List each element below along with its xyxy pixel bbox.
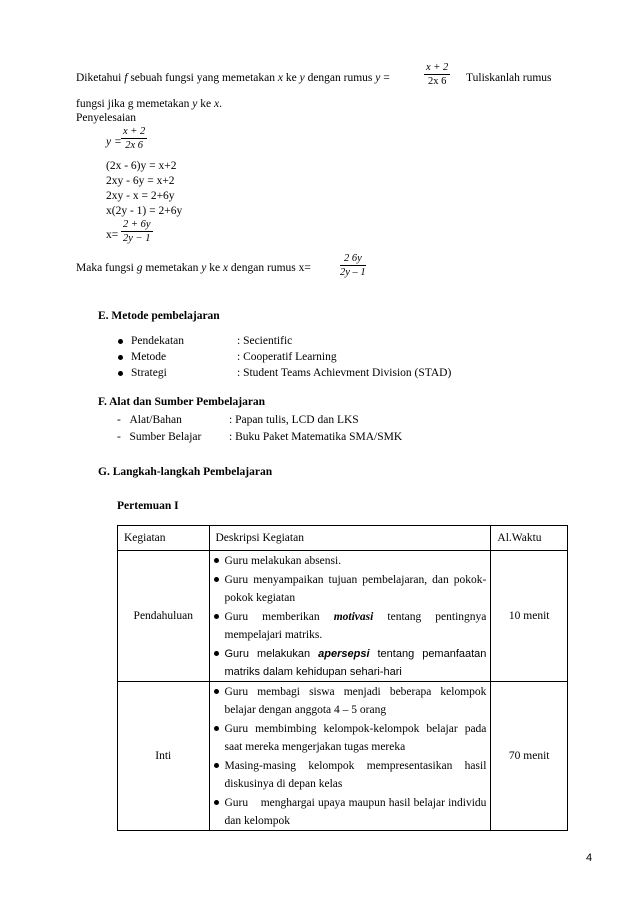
method-item: Pendekatan bbox=[118, 335, 184, 347]
method-item: Strategi bbox=[118, 367, 167, 379]
solution-eq1-lhs: y = bbox=[106, 136, 122, 148]
list-item: Guru menyampaikan tujuan pembelajaran, dan pokok-pokok kegiatan bbox=[210, 570, 491, 607]
meeting-title: Pertemuan I bbox=[117, 500, 179, 512]
list-item: Guru melakukan absensi. bbox=[210, 551, 491, 570]
header-kegiatan: Kegiatan bbox=[118, 526, 210, 551]
solution-eq1-fraction: $\frac{x + 2}{2x 6}$ bbox=[123, 126, 146, 151]
activity-table bbox=[117, 525, 568, 831]
solution-label: Penyelesaian bbox=[76, 112, 137, 124]
page-number: 4 bbox=[586, 852, 593, 864]
header-deskripsi: Deskripsi Kegiatan bbox=[209, 526, 491, 551]
list-item: Masing-masing kelompok mempresentasikan hasil diskusinya di depan kelas bbox=[210, 756, 491, 793]
resource-item: - Alat/Bahan bbox=[117, 414, 182, 426]
method-value: : Secientific bbox=[237, 335, 293, 347]
method-value: : Cooperatif Learning bbox=[237, 351, 337, 363]
conclusion-line: Maka fungsi g memetakan y ke x dengan rumus x= bbox=[76, 262, 311, 274]
list-item: Guru menghargai upaya maupun hasil belajar individu dan kelompok bbox=[210, 793, 491, 830]
solution-step-2: 2xy - 6y = x+2 bbox=[106, 175, 175, 187]
bullet-icon bbox=[118, 371, 123, 376]
list-item: Guru melakukan apersepsi tentang pemanfaatan matriks dalam kehidupan sehari-hari bbox=[210, 644, 491, 681]
solution-last-lhs: x= bbox=[106, 229, 119, 241]
solution-last-fraction: $\frac{2 + 6y}{2y - 1}$ bbox=[123, 219, 151, 244]
list-item: Guru membagi siswa menjadi beberapa kelompok belajar dengan anggota 4 – 5 orang bbox=[210, 682, 491, 719]
list-item: Guru membimbing kelompok-kelompok belajar pada saat mereka mengerjakan tugas mereka bbox=[210, 719, 491, 756]
resource-item: - Sumber Belajar bbox=[117, 431, 202, 443]
solution-step-3: 2xy - x = 2+6y bbox=[106, 190, 175, 202]
solution-step-1: (2x - 6)y = x+2 bbox=[106, 160, 177, 172]
intro-fraction: $\frac{x + 2}{2x 6}$ bbox=[426, 62, 449, 87]
table-header-row bbox=[118, 526, 568, 551]
table-row-inti bbox=[118, 682, 568, 831]
method-item: Metode bbox=[118, 351, 166, 363]
section-g-title: G. Langkah-langkah Pembelajaran bbox=[98, 466, 273, 478]
row-waktu: 70 menit bbox=[491, 682, 568, 831]
bullet-icon bbox=[118, 339, 123, 344]
section-e-title: E. Metode pembelajaran bbox=[98, 310, 220, 322]
header-waktu: Al.Waktu bbox=[491, 526, 568, 551]
intro-line-1: Diketahui f sebuah fungsi yang memetakan x ke y dengan rumus y = bbox=[76, 72, 390, 84]
intro-line-1-end: Tuliskanlah rumus bbox=[466, 72, 552, 84]
row-deskripsi bbox=[209, 682, 491, 831]
row-deskripsi bbox=[209, 551, 491, 682]
method-value: : Student Teams Achievment Division (STAD) bbox=[237, 367, 452, 379]
table-row-pendahuluan bbox=[118, 551, 568, 682]
intro-line-2: fungsi jika g memetakan y ke x. bbox=[76, 98, 222, 110]
list-item: Guru memberikan motivasi tentang pentingnya mempelajari matriks. bbox=[210, 607, 491, 644]
section-f-title: F. Alat dan Sumber Pembelajaran bbox=[98, 396, 266, 408]
conclusion-fraction: $\frac{2 6y}{2y - 1}$ bbox=[340, 253, 366, 278]
row-kegiatan: Pendahuluan bbox=[118, 551, 210, 682]
bullet-icon bbox=[118, 355, 123, 360]
row-kegiatan: Inti bbox=[118, 682, 210, 831]
resource-value: : Buku Paket Matematika SMA/SMK bbox=[229, 431, 403, 443]
resource-value: : Papan tulis, LCD dan LKS bbox=[229, 414, 359, 426]
solution-step-4: x(2y - 1) = 2+6y bbox=[106, 205, 183, 217]
row-waktu: 10 menit bbox=[491, 551, 568, 682]
